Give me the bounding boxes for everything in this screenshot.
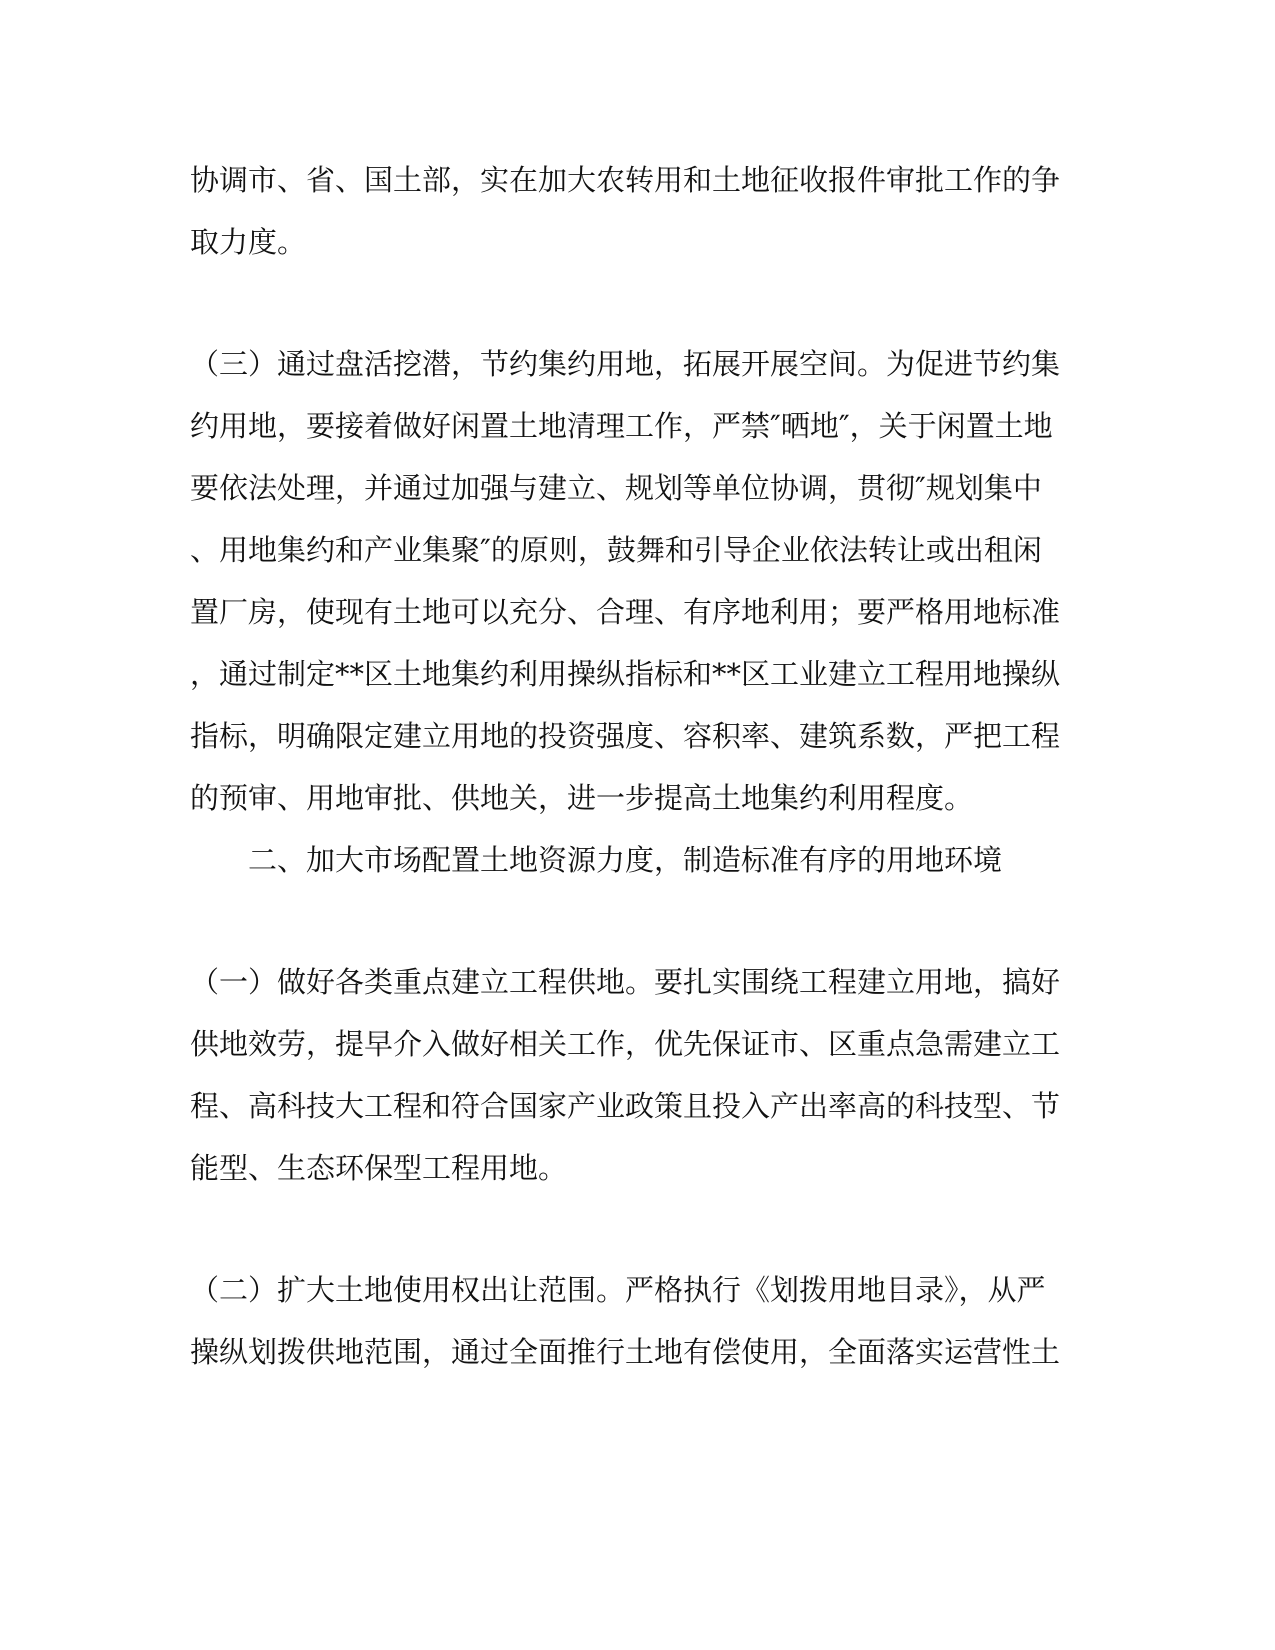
- text-line: 能型、生态环保型工程用地。: [190, 1151, 568, 1185]
- paragraph-heading-line: （三）通过盘活挖潜，节约集约用地，拓展开展空间。为促进节约集: [190, 347, 1061, 381]
- text-line: 要依法处理，并通过加强与建立、规划等单位协调，贯彻″规划集中: [190, 471, 1042, 505]
- text-line: 供地效劳，提早介入做好相关工作，优先保证市、区重点急需建立工: [190, 1027, 1061, 1061]
- paragraph-heading-line: （二）扩大土地使用权出让范围。严格执行《划拨用地目录》，从严: [190, 1273, 1046, 1307]
- text-line: 约用地，要接着做好闲置土地清理工作，严禁″晒地″，关于闲置土地: [190, 409, 1053, 443]
- text-line: 取力度。: [190, 225, 307, 259]
- section-heading: 二、加大市场配置土地资源力度，制造标准有序的用地环境: [248, 843, 1003, 877]
- text-line: 、用地集约和产业集聚″的原则，鼓舞和引导企业依法转让或出租闲: [190, 533, 1042, 567]
- text-line: 指标，明确限定建立用地的投资强度、容积率、建筑系数，严把工程: [190, 719, 1061, 753]
- text-line: 置厂房，使现有土地可以充分、合理、有序地利用；要严格用地标准: [190, 595, 1061, 629]
- text-line: 程、高科技大工程和符合国家产业政策且投入产出率高的科技型、节: [190, 1089, 1061, 1123]
- text-line: 的预审、用地审批、供地关，进一步提高土地集约利用程度。: [190, 781, 974, 815]
- text-line: 操纵划拨供地范围，通过全面推行土地有偿使用，全面落实运营性土: [190, 1335, 1061, 1369]
- paragraph-heading-line: （一）做好各类重点建立工程供地。要扎实围绕工程建立用地，搞好: [190, 965, 1061, 999]
- text-line: 协调市、省、国土部，实在加大农转用和土地征收报件审批工作的争: [190, 163, 1061, 197]
- text-line: ，通过制定**区土地集约利用操纵指标和**区工业建立工程用地操纵: [190, 657, 1061, 691]
